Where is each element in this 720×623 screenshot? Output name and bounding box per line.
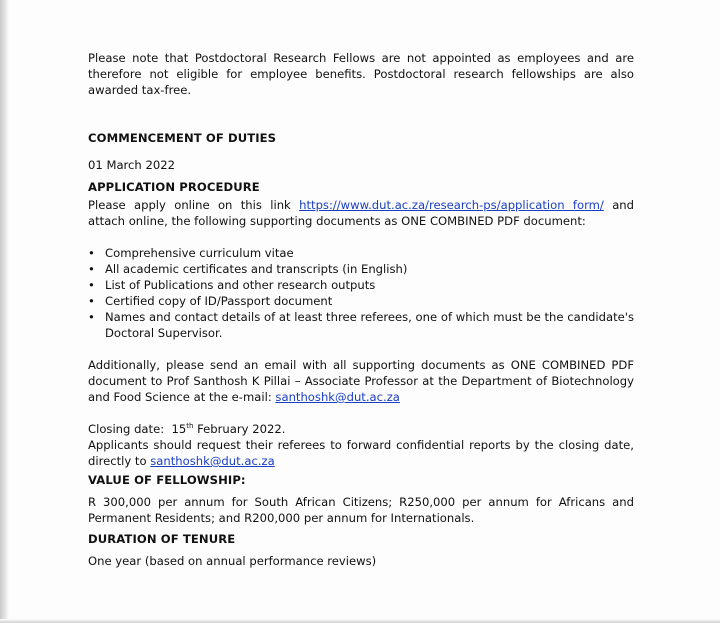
application-intro (88, 197, 634, 229)
bullet-icon: • (88, 278, 95, 292)
list-item (88, 261, 634, 277)
list-item (88, 245, 634, 261)
benefits-note: Please note that Postdoctoral Research Fellows are not appointed as employees and are therefore not eligible for employee benefits. Postdoctoral research fellowships are also awarded tax-free. (88, 51, 634, 97)
bullet-icon: • (88, 294, 95, 308)
tenure-text: One year (based on annual performance reviews) (88, 554, 377, 568)
bullet-icon: • (88, 262, 95, 276)
value-heading: VALUE OF FELLOWSHIP: (88, 473, 246, 487)
contact-email-link[interactable]: santhoshk@dut.ac.za (275, 390, 400, 404)
closing-date-month: February 2022. (197, 422, 286, 436)
commencement-date: 01 March 2022 (88, 158, 175, 172)
list-item-text: List of Publications and other research outputs (105, 278, 376, 292)
tenure-heading: DURATION OF TENURE (88, 532, 236, 546)
commencement-heading: COMMENCEMENT OF DUTIES (88, 131, 277, 145)
bullet-icon: • (88, 310, 95, 324)
closing-date (88, 421, 634, 437)
referee-email-link[interactable]: santhoshk@dut.ac.za (150, 454, 275, 468)
email-instructions-text: Additionally, please send an email with all supporting documents as ONE COMBINED PDF document to Prof Santhosh K Pillai – Associate Professor at the Department of Biotechnology and Food Science at the e-mail: (88, 358, 634, 404)
application-intro-end: and attach online, the following supporting documents as ONE COMBINED PDF document: (88, 198, 635, 228)
documents-list (88, 245, 634, 341)
list-item-text: All academic certificates and transcripts (in English) (105, 262, 408, 276)
list-item (88, 309, 634, 341)
bullet-icon: • (88, 246, 95, 260)
document-body (88, 50, 634, 569)
closing-date-label: Closing date: (88, 422, 165, 436)
list-item-text: Names and contact details of at least three referees, one of which must be the candidate's Doctoral Supervisor. (105, 310, 634, 340)
email-instructions (88, 357, 634, 405)
closing-date-day: 15 (171, 422, 187, 436)
application-link[interactable]: https://www.dut.ac.za/research-ps/application form/ (299, 198, 604, 212)
application-intro-start: Please apply online on this link (88, 198, 291, 212)
referees-note (88, 437, 634, 469)
referees-note-text: Applicants should request their referees to forward confidential reports by the closing date, directly to (88, 438, 634, 468)
list-item-text: Comprehensive curriculum vitae (105, 246, 294, 260)
value-text: R 300,000 per annum for South African Citizens; R250,000 per annum for Africans and Permanent Residents; and R200,000 per annum for Internationals. (88, 495, 634, 525)
list-item (88, 277, 634, 293)
list-item-text: Certified copy of ID/Passport document (105, 294, 333, 308)
list-item (88, 293, 634, 309)
page-shadow-bottom (0, 619, 720, 623)
page-shadow-left (0, 0, 9, 623)
closing-date-suffix: th (186, 422, 194, 431)
application-heading: APPLICATION PROCEDURE (88, 180, 260, 194)
